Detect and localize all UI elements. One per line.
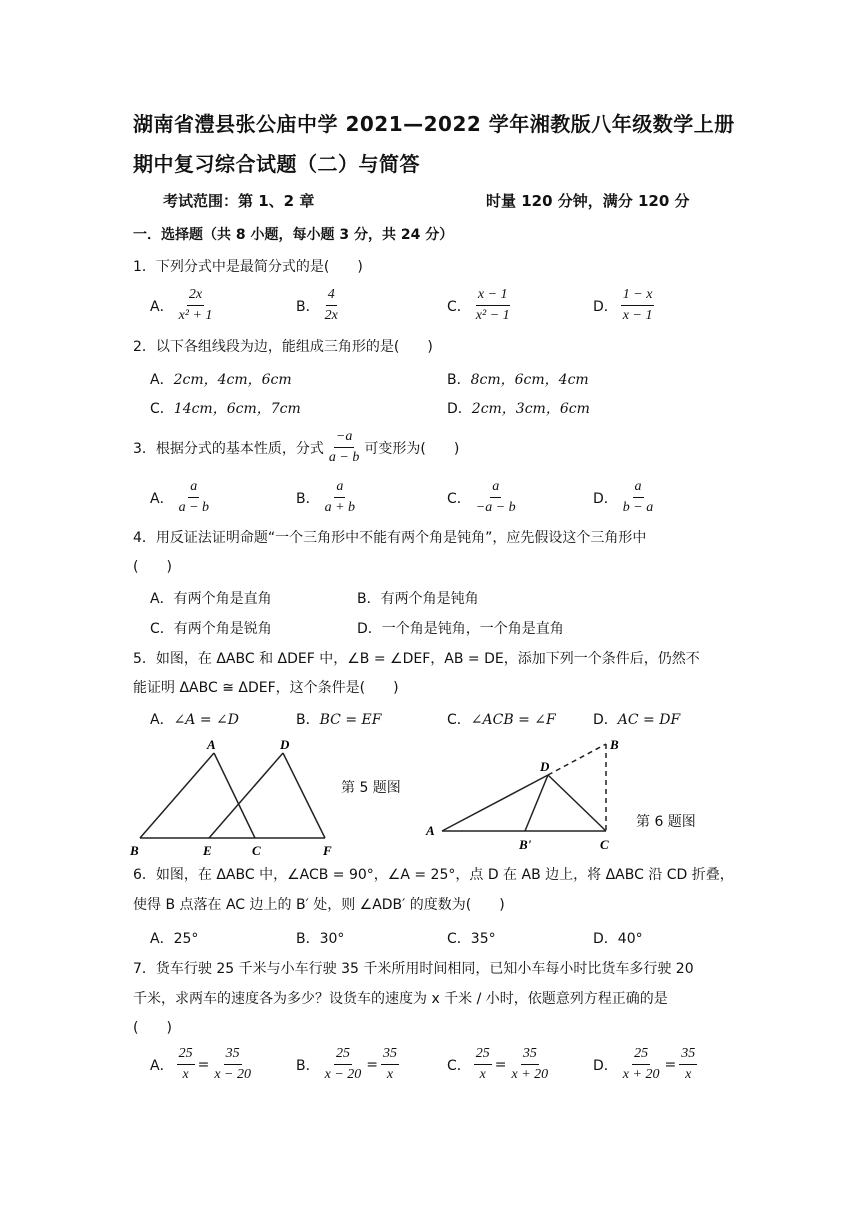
figure-6-caption: 第 6 题图 bbox=[636, 814, 696, 830]
q3-option-a: A． $\frac{a}{a - b}$ bbox=[150, 479, 210, 515]
fig6-segment-db-prime bbox=[525, 775, 548, 831]
fig5-label-a: A bbox=[207, 737, 216, 752]
doc-title-line2: 期中复习综合试题（二）与简答 bbox=[133, 152, 420, 176]
fig6-label-d: D bbox=[540, 759, 550, 774]
q6-option-b: B．30° bbox=[296, 931, 345, 947]
q2-option-d: D．2cm，3cm，6cm bbox=[447, 401, 590, 417]
fig5-label-c: C bbox=[252, 843, 261, 858]
q7-stem-cont: 千米，求两车的速度各为多少？设货车的速度为 x 千米 / 小时，依题意列方程正确的是 bbox=[133, 991, 668, 1007]
q7-option-c: C． $\frac{25}{x}$ = $\frac{35}{x + 20}$ bbox=[447, 1046, 549, 1082]
q3-option-d: D． $\frac{a}{b - a}$ bbox=[593, 479, 654, 515]
fig5-label-e: E bbox=[203, 843, 212, 858]
q5-stem-cont: 能证明 ΔABC ≅ ΔDEF，这个条件是( ) bbox=[133, 680, 399, 696]
q2-option-c: C．14cm，6cm，7cm bbox=[150, 401, 301, 417]
figure-6-diagram bbox=[420, 735, 630, 860]
fig5-side-df bbox=[283, 753, 325, 838]
q1-stem: 1．下列分式中是最简分式的是( ) bbox=[133, 259, 363, 275]
q7-stem-cont2: ( ) bbox=[133, 1020, 172, 1036]
q4-option-d: D．一个角是钝角，一个角是直角 bbox=[357, 621, 564, 637]
fig5-label-d: D bbox=[280, 737, 290, 752]
fig5-side-ba bbox=[140, 753, 214, 838]
q6-option-c: C．35° bbox=[447, 931, 496, 947]
q1-option-a: A． $\frac{2x}{\text{x² + 1}}$ bbox=[150, 287, 213, 323]
q5-option-d: D．AC = DF bbox=[593, 712, 681, 728]
q7-option-b: B． $\frac{25}{x - 20}$ = $\frac{35}{x}$ bbox=[296, 1046, 398, 1082]
exam-scope: 考试范围：第 1、2 章 bbox=[163, 192, 315, 210]
q5-option-a: A．∠A = ∠D bbox=[150, 712, 240, 728]
q1-option-d: D． $\frac{1 - x}{x - 1}$ bbox=[593, 287, 653, 323]
q3-option-c: C． $\frac{a}{-a - b}$ bbox=[447, 479, 516, 515]
fig6-segment-db-dashed bbox=[548, 744, 606, 775]
fig5-label-f: F bbox=[323, 843, 332, 858]
q3-option-b: B． $\frac{a}{a + b}$ bbox=[296, 479, 356, 515]
fig6-label-b: B bbox=[610, 737, 619, 752]
fig6-label-c: C bbox=[600, 837, 609, 852]
q5-stem: 5．如图，在 ΔABC 和 ΔDEF 中，∠B = ∠DEF，AB = DE，添加下列一个条件后，仍然不 bbox=[133, 651, 700, 667]
q6-stem-cont: 使得 B 点落在 AC 边上的 B′ 处，则 ∠ADB′ 的度数为( ) bbox=[133, 897, 505, 913]
q3-stem: 3．根据分式的基本性质，分式 $\frac{-a}{a - b}$ 可变形为( ) bbox=[133, 429, 460, 465]
q6-option-d: D．40° bbox=[593, 931, 643, 947]
fig6-label-a: A bbox=[426, 823, 435, 838]
q4-option-b: B．有两个角是钝角 bbox=[357, 591, 479, 607]
q4-stem-cont: ( ) bbox=[133, 559, 172, 575]
section-heading: 一．选择题（共 8 小题，每小题 3 分，共 24 分） bbox=[133, 227, 454, 243]
q2-option-b: B．8cm，6cm，4cm bbox=[447, 372, 589, 388]
q1-option-c: C． $\frac{x - 1}{\text{x² − 1}}$ bbox=[447, 287, 510, 323]
q2-option-a: A．2cm，4cm，6cm bbox=[150, 372, 292, 388]
q6-option-a: A．25° bbox=[150, 931, 199, 947]
q4-stem: 4．用反证法证明命题“一个三角形中不能有两个角是钝角”，应先假设这个三角形中 bbox=[133, 530, 647, 546]
doc-title-line1: 湖南省澧县张公庙中学 2021—2022 学年湘教版八年级数学上册 bbox=[133, 112, 735, 136]
q7-option-d: D． $\frac{25}{x + 20}$ = $\frac{35}{x}$ bbox=[593, 1046, 696, 1082]
fig6-segment-dc bbox=[548, 775, 606, 831]
q7-option-a: A． $\frac{25}{x}$ = $\frac{35}{x - 20}$ bbox=[150, 1046, 251, 1082]
fig6-segment-ad bbox=[442, 775, 548, 831]
q5-option-c: C．∠ACB = ∠F bbox=[447, 712, 556, 728]
exam-time-score: 时量 120 分钟，满分 120 分 bbox=[486, 192, 690, 210]
figure-5-caption: 第 5 题图 bbox=[341, 780, 401, 796]
q1-option-b: B． $\frac{4}{2x}$ bbox=[296, 287, 338, 323]
fig5-label-b: B bbox=[130, 843, 139, 858]
q7-stem: 7．货车行驶 25 千米与小车行驶 35 千米所用时间相同，已知小车每小时比货车多行驶 20 bbox=[133, 961, 694, 977]
q4-option-a: A．有两个角是直角 bbox=[150, 591, 272, 607]
q6-stem: 6．如图，在 ΔABC 中，∠ACB = 90°，∠A = 25°，点 D 在 AB 边上，将 ΔABC 沿 CD 折叠， bbox=[133, 867, 734, 883]
q2-stem: 2．以下各组线段为边，能组成三角形的是( ) bbox=[133, 339, 433, 355]
q4-option-c: C．有两个角是锐角 bbox=[150, 621, 272, 637]
fig6-label-b-prime: B' bbox=[519, 837, 532, 852]
q5-option-b: B．BC = EF bbox=[296, 712, 382, 728]
figure-5-diagram bbox=[125, 735, 345, 860]
